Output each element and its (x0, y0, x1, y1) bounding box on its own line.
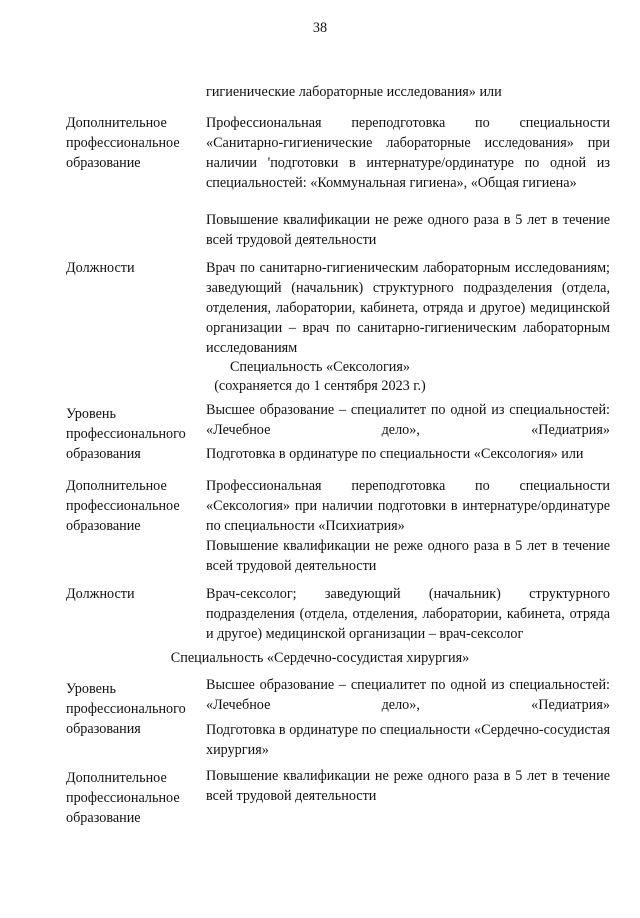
text-qualification-content: Повышение квалификации не реже одного раза в 5 лет в течение всей трудовой деятельности (206, 768, 610, 804)
label-additional-education: Дополнительное профессиональное образование (66, 478, 180, 534)
text-residency (206, 720, 610, 760)
section-note-sexology: (сохраняется до 1 сентября 2023 г.) (214, 378, 426, 394)
text-positions (206, 258, 610, 358)
text-positions-content: Врач-сексолог; заведующий (начальник) структурного подразделения (отдела, отделения, лаборатории, кабинета, отряда и другое) медицинской организации – врач-сексолог (206, 586, 610, 642)
continuation-text: гигиенические лабораторные исследования» или (206, 84, 502, 100)
text-positions-content: Врач по санитарно-гигиеническим лабораторным исследованиям; заведующий (начальник) структурного подразделения (отдела, отделения, лаборатории, кабинета, отряда и другое) медицинской организации – врач по санитарно-гигиеническим лабораторным исследованиям (206, 260, 610, 356)
text-residency: Подготовка в ординатуре по специальности «Сексология» или (206, 446, 584, 462)
text-qualification-upgrade (206, 210, 610, 250)
text-retraining-content: Профессиональная переподготовка по специальности «Сексология» при наличии подготовки в интернатуре/ординатуре по специальности «Психиатрия» (206, 478, 610, 534)
label-additional-education: Дополнительное профессиональное образование (66, 770, 180, 826)
text-qualification-content: Повышение квалификации не реже одного раза в 5 лет в течение всей трудовой деятельности (206, 538, 610, 574)
text-qualification-upgrade (206, 766, 610, 806)
text-retraining (206, 476, 610, 536)
text-residency-content: Подготовка в ординатуре по специальности «Сердечно-сосудистая хирургия» (206, 722, 610, 758)
text-qualification-upgrade (206, 536, 610, 576)
label-positions: Должности (66, 260, 135, 276)
label-education-level: Уровень профессионального образования (66, 406, 186, 462)
label-education-level: Уровень профессионального образования (66, 681, 186, 737)
label-additional-education: Дополнительное профессиональное образование (66, 115, 180, 171)
text-higher-education-content: Высшее образование – специалитет по одной из специальностей: «Лечебное дело», «Педиатрия» (206, 402, 610, 438)
section-title-sexology: Специальность «Сексология» (229, 359, 411, 375)
text-qualification-content: Повышение квалификации не реже одного раза в 5 лет в течение всей трудовой деятельности (206, 212, 610, 248)
text-positions (206, 584, 610, 644)
page-number: 38 (312, 20, 328, 36)
section-title-cardiovascular-surgery: Специальность «Сердечно-сосудистая хирургия» (170, 650, 470, 666)
text-higher-education-content: Высшее образование – специалитет по одной из специальностей: «Лечебное дело», «Педиатрия» (206, 677, 610, 713)
text-retraining (206, 113, 610, 193)
text-retraining-content: Профессиональная переподготовка по специальности «Санитарно-гигиенические лабораторные исследования» при наличии 'подготовки в интернатуре/ординатуре по одной из специальностей: «Коммунальная гигиена», «Общая гигиена» (206, 115, 610, 191)
label-positions: Должности (66, 586, 135, 602)
